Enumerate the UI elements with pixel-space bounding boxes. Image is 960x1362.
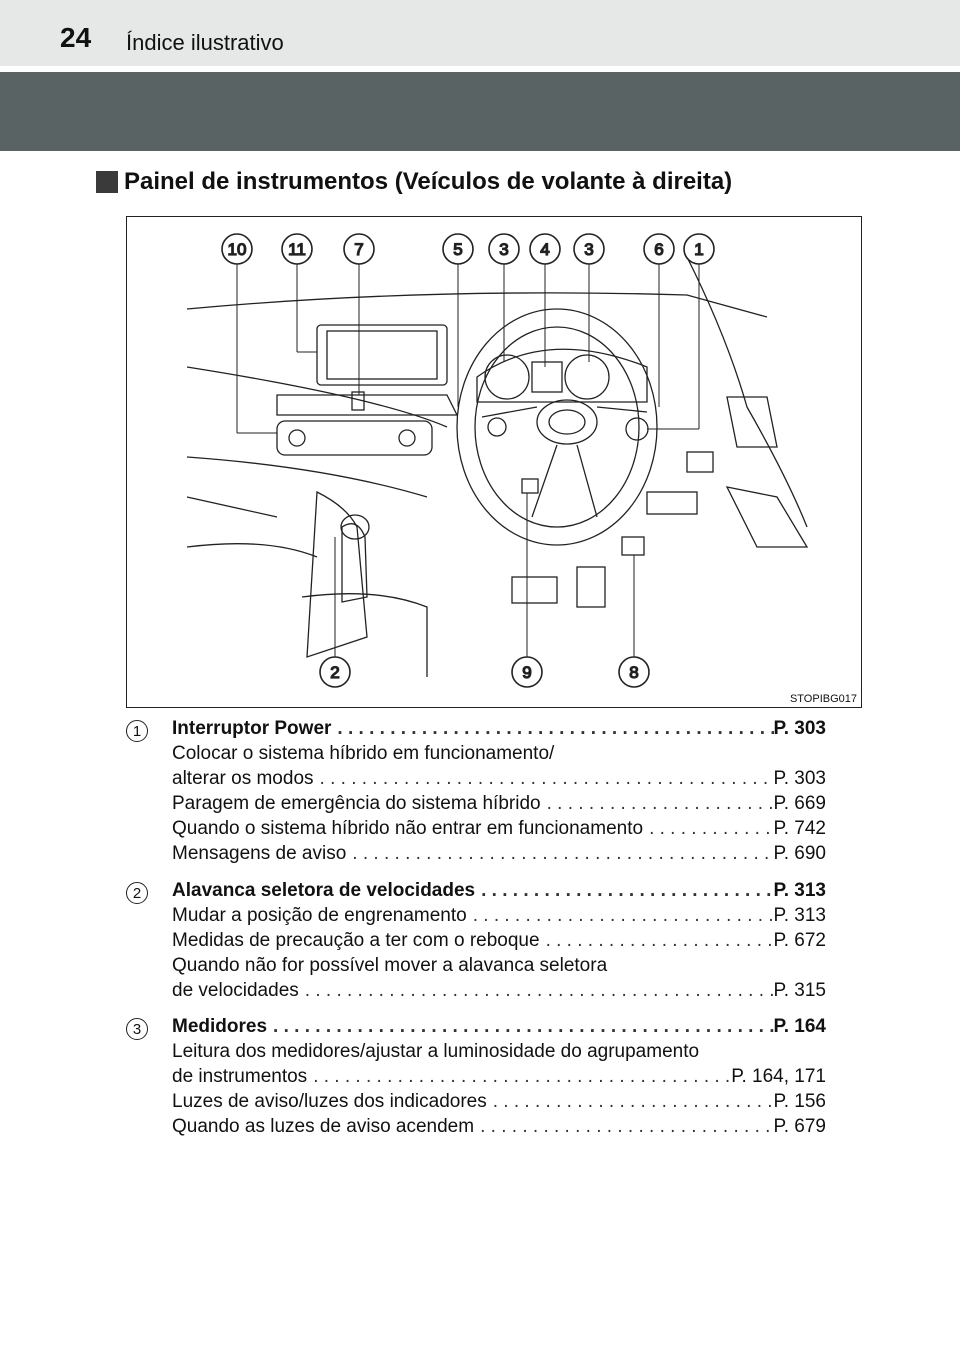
leader-dots <box>643 818 773 840</box>
entry-item-line <box>172 818 826 844</box>
entry-item-text: de velocidades <box>172 980 299 1001</box>
entry-item-line <box>172 843 826 869</box>
leader-dots <box>314 768 774 790</box>
leader-dots <box>467 905 774 927</box>
page-reference: P. 742 <box>773 818 826 839</box>
page-reference: P. 313 <box>773 880 826 901</box>
entry-title-line <box>172 1016 826 1042</box>
page-number: 24 <box>60 22 92 53</box>
leader-dots <box>331 718 773 740</box>
entry-title: Interruptor Power <box>172 718 332 739</box>
callout-label: 3 <box>499 240 509 259</box>
section-title: Painel de instrumentos (Veículos de volante à direita) <box>124 168 733 195</box>
leader-dots <box>307 1066 731 1088</box>
entry-title-line <box>172 718 826 744</box>
leader-dots <box>267 1016 773 1038</box>
leader-dots <box>475 880 773 902</box>
page-reference: P. 303 <box>773 768 826 789</box>
entry-item-text: Medidas de precaução a ter com o reboque <box>172 930 540 951</box>
entry-title-line <box>172 880 826 906</box>
entry-item-line <box>172 905 826 931</box>
callout-label: 1 <box>694 240 704 259</box>
section-bullet-icon <box>96 171 118 193</box>
callout-label: 10 <box>227 240 247 259</box>
page-reference: P. 313 <box>773 905 826 926</box>
page-reference: P. 669 <box>773 793 826 814</box>
dashboard-drawing <box>127 217 861 707</box>
leader-dots <box>540 930 774 952</box>
leader-dots <box>346 843 773 865</box>
entry-item-line <box>172 1066 826 1092</box>
entry-item-line <box>172 768 826 794</box>
callout-label: 2 <box>330 663 340 682</box>
callout-label: 8 <box>629 663 639 682</box>
page-reference: P. 156 <box>773 1091 826 1112</box>
entry-item-text: de instrumentos <box>172 1066 308 1087</box>
page-header <box>0 0 960 66</box>
callout-label: 5 <box>453 240 463 259</box>
entry-item-text: Paragem de emergência do sistema híbrido <box>172 793 541 814</box>
leader-dots <box>487 1091 774 1113</box>
leader-dots <box>474 1116 773 1138</box>
entry-number-marker: 1 <box>126 720 148 742</box>
leader-dots <box>541 793 774 815</box>
entry-item-line <box>172 980 826 1006</box>
entry-item-line <box>172 955 826 981</box>
entry-item-text: Leitura dos medidores/ajustar a luminosidade do agrupamento <box>172 1041 700 1062</box>
entry-item-line <box>172 1116 826 1142</box>
entry-item-line <box>172 1091 826 1117</box>
entry-item-line <box>172 793 826 819</box>
page-reference: P. 315 <box>773 980 826 1001</box>
entry-number-marker: 3 <box>126 1018 148 1040</box>
callout-label: 9 <box>522 663 532 682</box>
callout-label: 7 <box>354 240 364 259</box>
entry-item-line <box>172 930 826 956</box>
callout-label: 3 <box>584 240 594 259</box>
callout-label: 4 <box>540 240 550 259</box>
figure-code: STOPIBG017 <box>789 693 857 705</box>
entry-item-text: Luzes de aviso/luzes dos indicadores <box>172 1091 487 1112</box>
page-reference: P. 164, 171 <box>731 1066 826 1087</box>
entry-item-text: Quando as luzes de aviso acendem <box>172 1116 475 1137</box>
page-reference: P. 164 <box>773 1016 826 1037</box>
entry-number-marker: 2 <box>126 882 148 904</box>
entry-title: Medidores <box>172 1016 268 1037</box>
entry-item-text: Quando o sistema híbrido não entrar em funcionamento <box>172 818 644 839</box>
entry-item-text: Colocar o sistema híbrido em funcionamento/ <box>172 743 555 764</box>
callout-label: 6 <box>654 240 664 259</box>
dashboard-illustration <box>126 216 862 708</box>
leader-dots <box>299 980 774 1002</box>
page-reference: P. 672 <box>773 930 826 951</box>
entry-item-text: Quando não for possível mover a alavanca seletora <box>172 955 608 976</box>
entry-item-line <box>172 743 826 769</box>
entry-item-text: alterar os modos <box>172 768 314 789</box>
page-reference: P. 679 <box>773 1116 826 1137</box>
header-band <box>0 72 960 151</box>
entry-item-text: Mensagens de aviso <box>172 843 347 864</box>
header-title: Índice ilustrativo <box>126 30 284 55</box>
entry-item-text: Mudar a posição de engrenamento <box>172 905 467 926</box>
entry-title: Alavanca seletora de velocidades <box>172 880 476 901</box>
page-reference: P. 303 <box>773 718 826 739</box>
page-reference: P. 690 <box>773 843 826 864</box>
callout-label: 11 <box>288 240 306 259</box>
entry-item-line <box>172 1041 826 1067</box>
